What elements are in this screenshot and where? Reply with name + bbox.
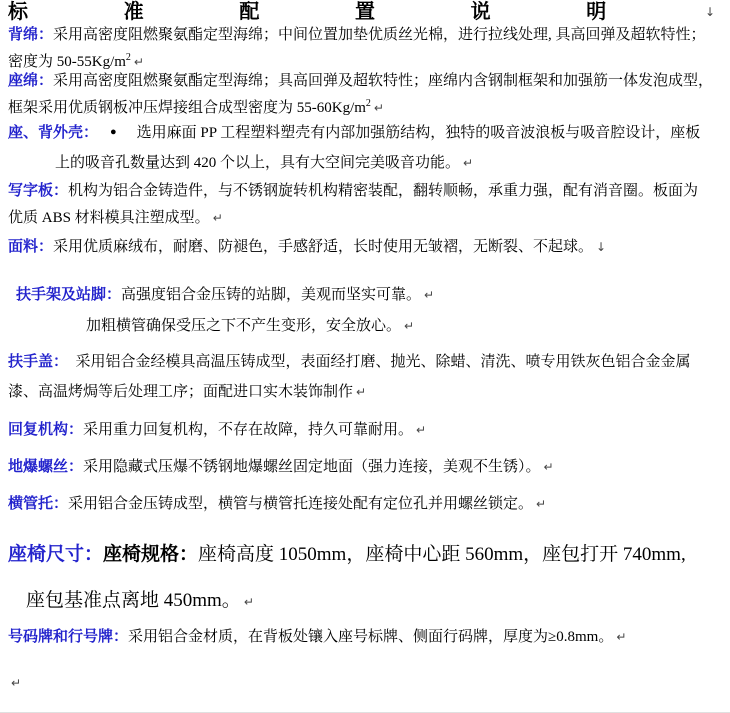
- section-text: 上的吸音孔数量达到 420 个以上，具有大空间完美吸音功能。: [55, 155, 461, 171]
- paragraph-mark: ↵: [616, 630, 627, 644]
- section-crossbar-bracket: [8, 491, 724, 518]
- title-char: 配: [239, 1, 260, 23]
- section-label: 横管托：: [8, 496, 69, 512]
- section-armrest-frame: [16, 282, 730, 309]
- paragraph-mark: ↵: [356, 385, 367, 399]
- paragraph-mark: ↵: [416, 423, 427, 437]
- paragraph-mark: ↵: [243, 595, 254, 609]
- section-text: 高强度铝合金压铸的站脚，美观而坚实可靠。: [121, 287, 422, 303]
- section-label: 面料：: [8, 239, 54, 255]
- section-label: 座椅尺寸：: [8, 544, 104, 565]
- superscript: 2: [125, 52, 131, 63]
- section-label: 号码牌和行号牌：: [8, 629, 129, 645]
- empty-paragraph: [8, 670, 724, 697]
- section-text: 采用重力回复机构，不存在故障，持久可靠耐用。: [83, 422, 414, 438]
- bullet-icon: ●: [110, 126, 117, 138]
- section-seat-dimensions: [8, 532, 724, 625]
- paragraph-mark: ↵: [424, 288, 435, 302]
- section-text: 加粗横管确保受压之下不产生变形，安全放心。: [86, 318, 402, 334]
- section-label: 座、背外壳：: [8, 125, 99, 141]
- paragraph-mark: ↵: [463, 156, 474, 170]
- paragraph-mark: ↵: [404, 319, 415, 333]
- section-text: 采用隐藏式压爆不锈钢地爆螺丝固定地面（强力连接，美观不生锈）。: [83, 459, 541, 475]
- document-title: [8, 0, 715, 24]
- section-label: 地爆螺丝：: [8, 459, 84, 475]
- title-char: 明: [586, 1, 607, 23]
- paragraph-mark: ↵: [133, 55, 144, 69]
- section-text: 采用铝合金压铸成型，横管与横管托连接处配有定位孔并用螺丝锁定。: [68, 496, 534, 512]
- section-anchor-bolts: [8, 454, 724, 481]
- section-label: 扶手盖：: [8, 354, 61, 370]
- section-text: 框架采用优质钢板冲压焊接组合成型密度为 55-60Kg/m: [8, 100, 366, 116]
- section-text: 密度为 50-55Kg/m: [8, 54, 126, 70]
- paragraph-mark: ↵: [543, 460, 554, 474]
- section-label: 写字板：: [8, 183, 69, 199]
- section-subtitle: 座椅规格：: [103, 544, 199, 565]
- section-text: 采用铝合金材质，在背板处镶入座号标牌、侧面行码牌，厚度为≥0.8mm。: [128, 629, 614, 645]
- line-break-mark: ↓: [596, 240, 607, 254]
- paragraph-mark: ↵: [11, 676, 22, 690]
- paragraph-mark: ↵: [373, 101, 384, 115]
- section-writing-board: [8, 178, 724, 232]
- section-armrest-frame-line2: [86, 313, 730, 340]
- title-char: 说: [470, 1, 491, 23]
- paragraph-mark: ↵: [212, 211, 223, 225]
- title-char: 标: [8, 1, 28, 23]
- section-seat-foam: [8, 68, 724, 122]
- paragraph-mark: ↵: [536, 497, 547, 511]
- line-break-mark: ↓: [704, 5, 715, 19]
- section-text: 采用高密度阻燃聚氨酯定型海绵；具高回弹及超软特性；座绵内含钢制框架和加强筋一体发泡成型，: [53, 73, 714, 89]
- section-text: 座包基准点离地 450mm。: [26, 590, 241, 611]
- section-label: 背绵：: [8, 27, 54, 43]
- section-text: 选用麻面 PP 工程塑料塑壳有内部加强筋结构，独特的吸音波浪板与吸音腔设计，座板: [136, 125, 701, 141]
- title-char: 准: [123, 1, 144, 23]
- section-text: 采用高密度阻燃聚氨酯定型海绵；中间位置加垫优质丝光棉，进行拉线处理, 具高回弹及超软特性；: [53, 27, 706, 43]
- section-return-mechanism: [8, 417, 724, 444]
- section-text: 座椅高度 1050mm，座椅中心距 560mm，座包打开 740mm,: [198, 544, 686, 565]
- section-armrest-cover: [8, 347, 724, 407]
- section-text: 采用铝合金经模具高温压铸成型，表面经打磨、抛光、除蜡、清洗、喷专用铁灰色铝合金金属: [60, 354, 691, 370]
- section-text: 漆、高温烤焗等后处理工序；面配进口实木装饰制作: [8, 384, 354, 400]
- section-text: 机构为铝合金铸造件，与不锈钢旋转机构精密装配，翻转顺畅，承重力强，配有消音圈。板面为: [68, 183, 699, 199]
- section-text: 优质 ABS 材料模具注塑成型。: [8, 210, 210, 226]
- section-text: 采用优质麻绒布，耐磨、防褪色，手感舒适，长时使用无皱褶，无断裂、不起球。: [53, 239, 594, 255]
- superscript: 2: [365, 98, 371, 109]
- section-fabric: [8, 234, 724, 261]
- section-label: 扶手架及站脚：: [16, 287, 122, 303]
- title-char: 置: [354, 1, 375, 23]
- section-shell: [8, 117, 724, 178]
- section-label: 回复机构：: [8, 422, 84, 438]
- section-number-plates: [8, 624, 724, 651]
- section-label: 座绵：: [8, 73, 54, 89]
